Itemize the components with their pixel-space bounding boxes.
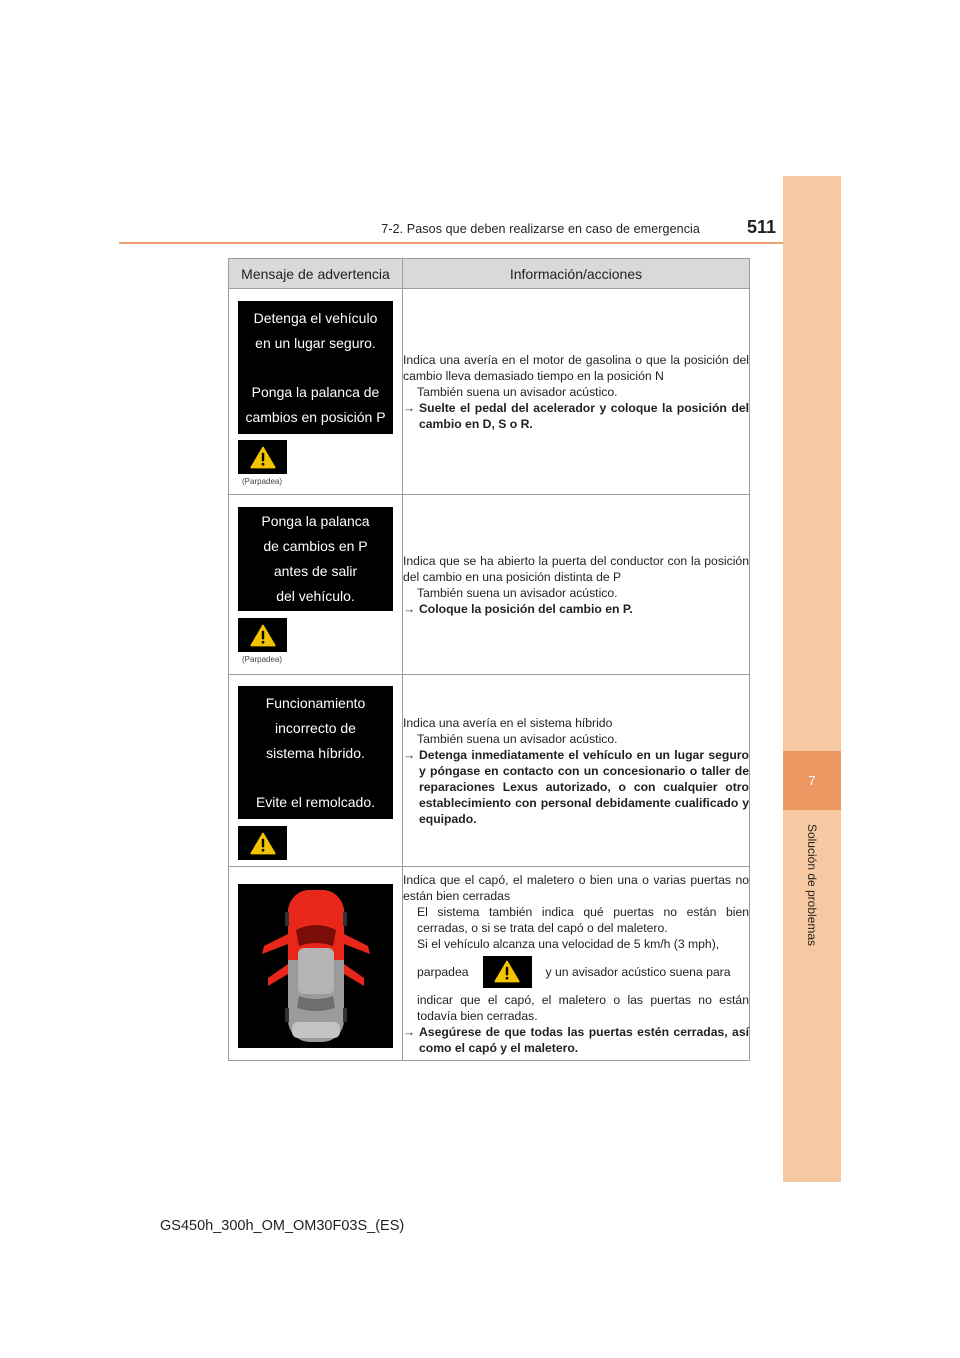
screen-line: cambios en posición P <box>245 408 386 425</box>
note-text: También suena un avisador acústico. <box>417 731 618 746</box>
note-fragment: parpadea <box>417 964 469 979</box>
screen-line: Ponga la palanca <box>261 513 370 529</box>
table-row <box>229 289 750 495</box>
description-text: Indica una avería en el motor de gasolina o que la posición del cambio lleva demasiado tiempo en la posición N <box>403 352 749 383</box>
action-text <box>403 400 749 432</box>
warning-triangle-icon <box>250 446 276 469</box>
action-text <box>403 1024 749 1056</box>
screen-line: de cambios en P <box>263 538 368 554</box>
chapter-side-tab <box>783 176 841 1182</box>
screen-line: incorrecto de <box>275 719 356 736</box>
table-header-row <box>229 259 750 289</box>
screen-line: Funcionamiento <box>265 694 366 711</box>
table-row <box>229 495 750 675</box>
header-rule <box>119 242 841 244</box>
page-number: 511 <box>746 217 776 237</box>
info-cell <box>403 867 750 1061</box>
column-header-info: Información/acciones <box>403 259 750 289</box>
info-cell <box>403 289 750 495</box>
display-screen <box>238 686 393 819</box>
warning-indicator <box>238 440 287 474</box>
table-row <box>229 675 750 867</box>
chapter-title: Solución de problemas <box>805 823 819 947</box>
warning-triangle-icon <box>494 960 520 983</box>
arrow-icon: → <box>403 747 416 762</box>
action-label: Asegúrese de que todas las puertas estén cerradas, así como el capó y el maletero. <box>419 1024 749 1055</box>
screen-line <box>238 356 393 380</box>
warning-indicator <box>483 956 532 988</box>
car-top-view-doors-open-icon <box>238 884 393 1048</box>
column-header-message: Mensaje de advertencia <box>229 259 403 289</box>
warning-message-table <box>228 258 750 1061</box>
flash-label: (Parpadea) <box>242 477 283 486</box>
screen-line <box>238 766 393 790</box>
note-fragment: y un avisador acústico suena para <box>545 964 731 979</box>
arrow-icon: → <box>403 1024 416 1039</box>
chapter-number: 7 <box>783 751 841 810</box>
info-cell <box>403 675 750 867</box>
screen-line: en un lugar seguro. <box>255 334 376 351</box>
document-code: GS450h_300h_OM_OM30F03S_(ES) <box>160 1218 405 1234</box>
display-screen <box>238 301 393 434</box>
warning-display-cell <box>229 867 403 1061</box>
action-label: Detenga inmediatamente el vehículo en un lugar seguro y póngase en contacto con un concesionario o taller de reparaciones Lexus autorizado, o con cualquier otro establecimiento con personal debidamente cualificado y equipado. <box>419 747 749 826</box>
description-text: Indica que se ha abierto la puerta del conductor con la posición del cambio en una posición distinta de P <box>403 553 749 584</box>
display-screen <box>238 507 393 611</box>
note-text: También suena un avisador acústico. <box>417 585 618 600</box>
screen-line: antes de salir <box>273 563 358 579</box>
note-text: Si el vehículo alcanza una velocidad de 5 km/h (3 mph), <box>417 936 720 951</box>
warning-display-cell <box>229 675 403 867</box>
table-row <box>229 867 750 1061</box>
screen-line: sistema híbrido. <box>266 744 365 761</box>
screen-line: del vehículo. <box>276 588 355 604</box>
warning-triangle-icon <box>250 832 276 855</box>
note-text: El sistema también indica qué puertas no están bien cerradas, o si se trata del capó o del maletero. <box>417 904 749 935</box>
note-text-inline-icon <box>403 956 749 988</box>
section-title: 7-2. Pasos que deben realizarse en caso de emergencia <box>381 222 700 236</box>
action-label: Suelte el pedal del acelerador y coloque la posición del cambio en D, S o R. <box>419 400 749 431</box>
screen-line: Detenga el vehículo <box>253 309 378 326</box>
warning-indicator <box>238 826 287 860</box>
description-text: Indica que el capó, el maletero o bien una o varias puertas no están bien cerradas <box>403 872 749 903</box>
screen-line: Ponga la palanca de <box>251 383 380 400</box>
flash-label: (Parpadea) <box>242 655 283 664</box>
note-text: También suena un avisador acústico. <box>417 384 618 399</box>
info-cell <box>403 495 750 675</box>
action-text <box>403 747 749 827</box>
warning-display-cell <box>229 289 403 495</box>
arrow-icon: → <box>403 601 416 616</box>
warning-display-cell <box>229 495 403 675</box>
description-text: Indica una avería en el sistema híbrido <box>403 715 613 730</box>
warning-triangle-icon <box>250 624 276 647</box>
arrow-icon: → <box>403 400 416 415</box>
action-label: Coloque la posición del cambio en P. <box>419 601 633 616</box>
note-text: indicar que el capó, el maletero o las puertas no están todavía bien cerradas. <box>417 992 749 1023</box>
action-text <box>403 601 749 617</box>
warning-indicator <box>238 618 287 652</box>
screen-line: Evite el remolcado. <box>255 793 376 810</box>
